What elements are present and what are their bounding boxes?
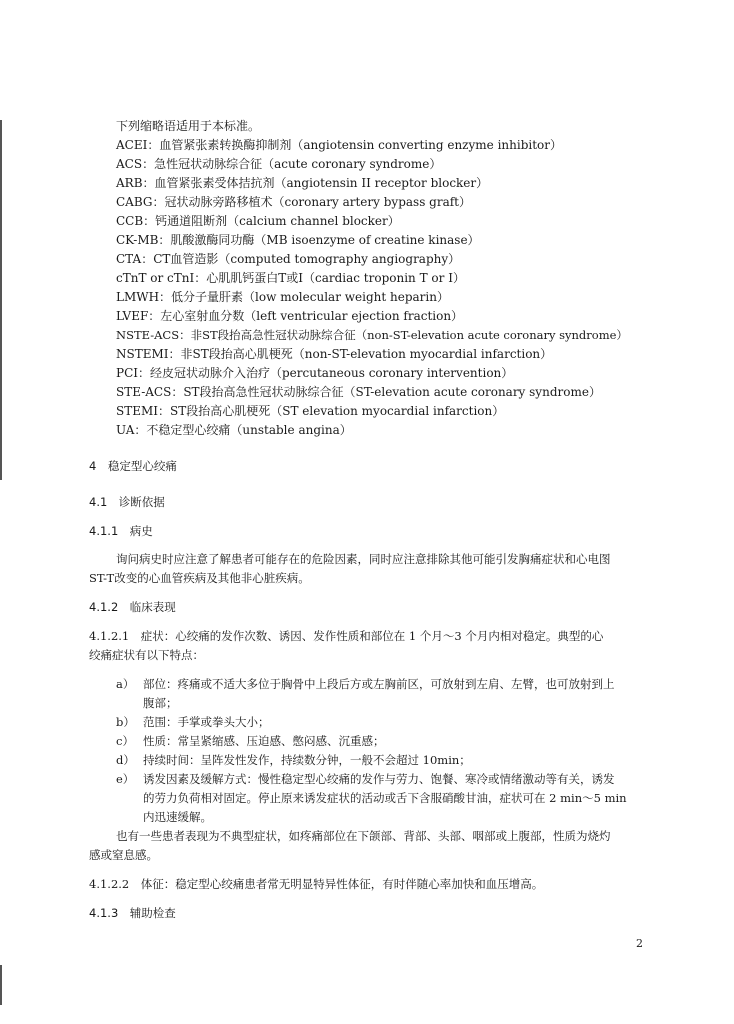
abbreviation-entry: NSTEMI：非ST段抬高心肌梗死（non-ST-elevation myocardial infarction） (116, 347, 553, 361)
abbreviation-entry: ACS：急性冠状动脉综合征（acute coronary syndrome） (116, 157, 442, 171)
abbreviation-entry: cTnT or cTnI：心肌肌钙蛋白T或I（cardiac troponin T or I） (116, 271, 465, 285)
subsection-heading: 4.1 诊断依据 (89, 495, 165, 509)
atypical-paragraph-line: 感或窒息感。 (89, 848, 158, 862)
list-item-marker: d） (116, 753, 135, 767)
abbreviation-entry: PCI：经皮冠状动脉介入治疗（percutaneous coronary intervention） (116, 366, 514, 380)
symptoms-paragraph-line: 绞痛症状有以下特点： (89, 648, 204, 662)
scan-edge-mark (0, 965, 2, 1005)
abbreviation-entry: CTA：CT血管造影（computed tomography angiography） (116, 252, 461, 266)
signs-paragraph: 4.1.2.2 体征：稳定型心绞痛患者常无明显特异性体征，有时伴随心率加快和血压增高。 (89, 877, 544, 891)
abbreviation-entry: LVEF：左心室射血分数（left ventricular ejection fraction） (116, 309, 464, 323)
abbreviation-entry: STEMI：ST段抬高心肌梗死（ST elevation myocardial infarction） (116, 404, 505, 418)
list-item-text: 诱发因素及缓解方式：慢性稳定型心绞痛的发作与劳力、饱餐、寒冷或情绪激动等有关，诱发 (143, 772, 615, 786)
atypical-paragraph-line: 也有一些患者表现为不典型症状，如疼痛部位在下颌部、背部、头部、咽部或上腹部，性质为烧灼 (116, 829, 611, 843)
abbreviations-intro: 下列缩略语适用于本标准。 (116, 119, 261, 133)
abbreviation-entry: CABG：冠状动脉旁路移植术（coronary artery bypass graft） (116, 195, 472, 209)
list-item-text: 的劳力负荷相对固定。停止原来诱发症状的活动或舌下含服硝酸甘油，症状可在 2 min～5 min (143, 791, 627, 805)
abbreviation-entry: ACEI：血管紧张素转换酶抑制剂（angiotensin converting enzyme inhibitor） (116, 138, 563, 152)
abbreviation-entry: CK-MB：肌酸激酶同功酶（MB isoenzyme of creatine kinase） (116, 233, 480, 247)
list-item-text: 范围：手掌或拳头大小； (143, 715, 270, 729)
subsection-heading: 4.1.2 临床表现 (89, 600, 176, 614)
list-item-text: 持续时间：呈阵发性发作，持续数分钟，一般不会超过 10min； (143, 753, 471, 767)
list-item-text: 腹部； (143, 696, 178, 710)
list-item-marker: c） (116, 734, 134, 748)
history-paragraph-line: ST-T改变的心血管疾病及其他非心脏疾病。 (89, 571, 310, 585)
list-item-marker: e） (116, 772, 135, 786)
list-item-marker: a） (116, 677, 135, 691)
abbreviation-entry: CCB：钙通道阻断剂（calcium channel blocker） (116, 214, 400, 228)
page-number: 2 (636, 937, 643, 950)
abbreviation-entry: STE-ACS：ST段抬高急性冠状动脉综合征（ST-elevation acute coronary syndrome） (116, 385, 601, 399)
list-item-marker: b） (116, 715, 135, 729)
abbreviation-entry: ARB：血管紧张素受体拮抗剂（angiotensin II receptor blocker） (116, 176, 489, 190)
scan-edge-mark (0, 120, 2, 480)
symptoms-paragraph-line: 4.1.2.1 症状：心绞痛的发作次数、诱因、发作性质和部位在 1 个月～3 个月内相对稳定。典型的心 (89, 629, 604, 643)
abbreviation-entry: UA：不稳定型心绞痛（unstable angina） (116, 423, 352, 437)
subsection-heading: 4.1.3 辅助检查 (89, 906, 176, 920)
abbreviation-entry: LMWH：低分子量肝素（low molecular weight heparin） (116, 290, 449, 304)
abbreviation-entry: NSTE-ACS：非ST段抬高急性冠状动脉综合征（non-ST-elevation acute coronary syndrome） (116, 328, 628, 342)
list-item-text: 内迅速缓解。 (143, 810, 212, 824)
list-item-text: 性质：常呈紧缩感、压迫感、憋闷感、沉重感； (143, 734, 385, 748)
list-item-text: 部位：疼痛或不适大多位于胸骨中上段后方或左胸前区，可放射到左肩、左臂，也可放射到上 (143, 677, 615, 691)
subsection-heading: 4.1.1 病史 (89, 524, 153, 538)
history-paragraph-line: 询问病史时应注意了解患者可能存在的危险因素，同时应注意排除其他可能引发胸痛症状和心电图 (116, 552, 611, 566)
section-heading: 4 稳定型心绞痛 (89, 459, 177, 473)
